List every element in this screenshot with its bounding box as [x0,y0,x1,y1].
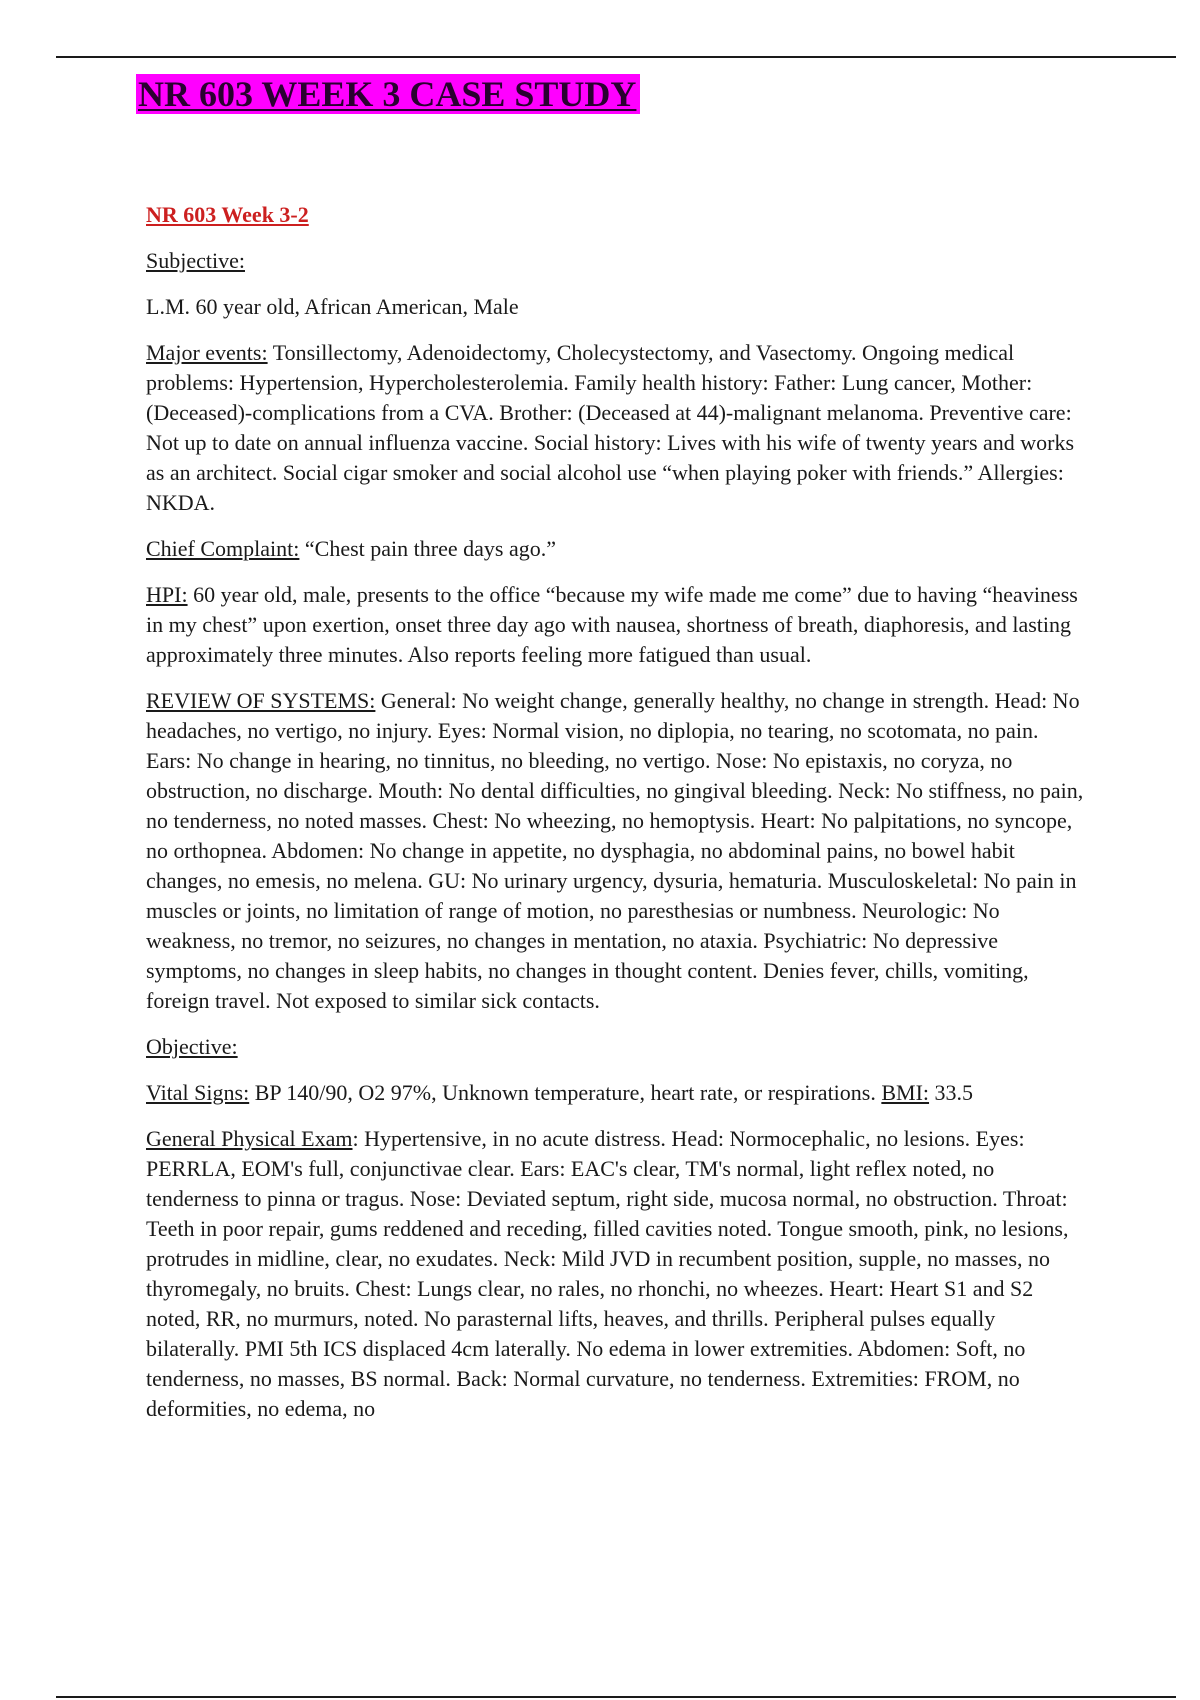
hpi-label: HPI: [146,582,188,607]
ros-label: REVIEW OF SYSTEMS: [146,688,376,713]
chief-complaint-paragraph [146,534,1086,564]
objective-heading [146,1032,1086,1062]
hpi-paragraph [146,580,1086,670]
major-events-text: Tonsillectomy, Adenoidectomy, Cholecystectomy, and Vasectomy. Ongoing medical problems: Hypertension, Hypercholesterolemia. Family health history: Father: Lung cancer, Mother: (Deceased)-complications from a CVA. Brother: (Deceased at 44)-malignant melanoma. Preventive care: Not up to date on annual influenza vaccine. Social history: Lives with his wife of twenty years and works as an architect. Social cigar smoker and social alcohol use “when playing poker with friends.” Allergies: NKDA. [146,340,1075,515]
major-events-label: Major events: [146,340,268,365]
bmi-value: 33.5 [929,1080,974,1105]
document-body [146,200,1086,1440]
vital-signs-text: BP 140/90, O2 97%, Unknown temperature, heart rate, or respirations. [249,1080,882,1105]
physical-exam-label: General Physical Exam [146,1126,353,1151]
physical-exam-text: : Hypertensive, in no acute distress. Head: Normocephalic, no lesions. Eyes: PERRLA, EOM's full, conjunctivae clear. Ears: EAC's clear, TM's normal, light reflex noted, no tenderness to pinna or tragus. Nose: Deviated septum, right side, mucosa normal, no obstruction. Throat: Teeth in poor repair, gums reddened and receding, filled cavities noted. Tongue smooth, pink, no lesions, protrudes in midline, clear, no exudates. Neck: Mild JVD in recumbent position, supple, no masses, no thyromegaly, no bruits. Chest: Lungs clear, no rales, no rhonchi, no wheezes. Heart: Heart S1 and S2 noted, RR, no murmurs, noted. No parasternal lifts, heaves, and thrills. Peripheral pulses equally bilaterally. PMI 5th ICS displaced 4cm laterally. No edema in lower extremities. Abdomen: Soft, no tenderness, no masses, BS normal. Back: Normal curvature, no tenderness. Extremities: FROM, no deformities, no edema, no [146,1126,1069,1421]
physical-exam-paragraph [146,1124,1086,1424]
bottom-divider [56,1696,1176,1698]
vital-signs-label: Vital Signs: [146,1080,250,1105]
chief-complaint-label: Chief Complaint: [146,536,300,561]
document-title: NR 603 WEEK 3 CASE STUDY [136,74,640,114]
hpi-text: 60 year old, male, presents to the office “because my wife made me come” due to having “heaviness in my chest” upon exertion, onset three day ago with nausea, shortness of breath, diaphoresis, and lasting approximately three minutes. Also reports feeling more fatigued than usual. [146,582,1078,667]
objective-heading-label: Objective: [146,1034,238,1059]
ros-text: General: No weight change, generally healthy, no change in strength. Head: No headaches, no vertigo, no injury. Eyes: Normal vision, no diplopia, no tearing, no scotomata, no pain. Ears: No change in hearing, no tinnitus, no bleeding, no vertigo. Nose: No epistaxis, no coryza, no obstruction, no discharge. Mouth: No dental difficulties, no gingival bleeding. Neck: No stiffness, no pain, no tenderness, no noted masses. Chest: No wheezing, no hemoptysis. Heart: No palpitations, no syncope, no orthopnea. Abdomen: No change in appetite, no dysphagia, no abdominal pains, no bowel habit changes, no emesis, no melena. GU: No urinary urgency, dysuria, hematuria. Musculoskeletal: No pain in muscles or joints, no limitation of range of motion, no paresthesias or numbness. Neurologic: No weakness, no tremor, no seizures, no changes in mentation, no ataxia. Psychiatric: No depressive symptoms, no changes in sleep habits, no changes in thought content. Denies fever, chills, vomiting, foreign travel. Not exposed to similar sick contacts. [146,688,1084,1013]
subjective-heading-label: Subjective: [146,248,245,273]
top-divider [56,56,1176,58]
chief-complaint-text: “Chest pain three days ago.” [299,536,556,561]
vital-signs-paragraph [146,1078,1086,1108]
patient-line: L.M. 60 year old, African American, Male [146,294,519,319]
ros-paragraph [146,686,1086,1016]
major-events-paragraph [146,338,1086,518]
document-subtitle: NR 603 Week 3-2 [146,202,309,227]
subjective-heading [146,246,1086,276]
bmi-label: BMI: [881,1080,930,1105]
